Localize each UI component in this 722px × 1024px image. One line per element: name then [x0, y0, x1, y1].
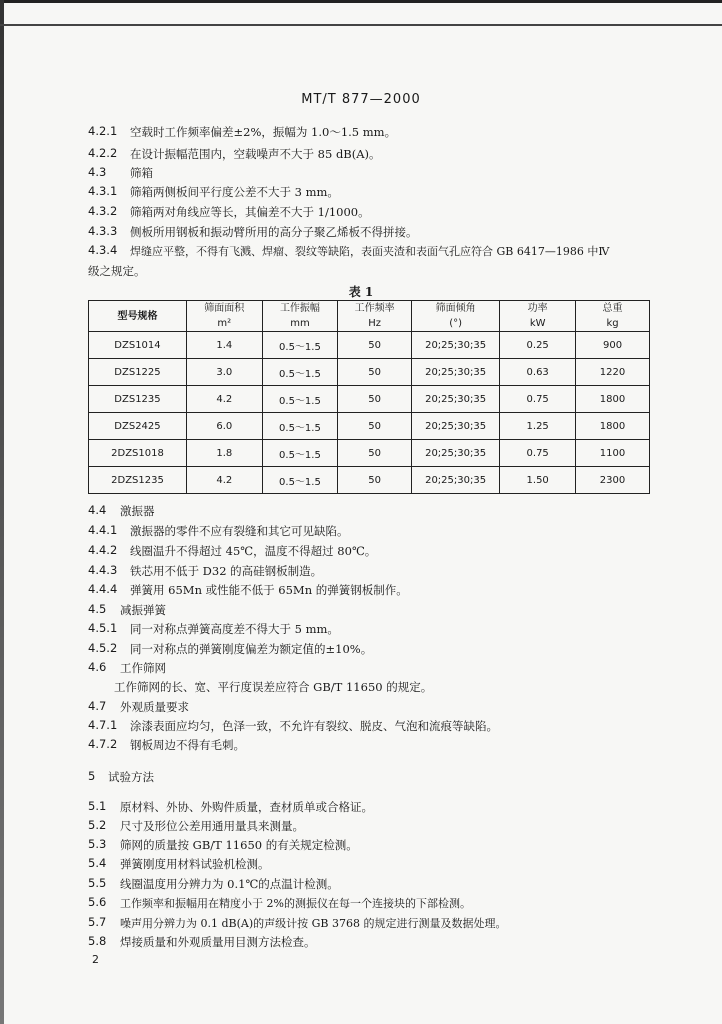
clause-number: 4.5.2: [88, 641, 118, 655]
clause-text: 筛箱两侧板间平行度公差不大于 3 mm。: [130, 185, 339, 199]
header-label: 总重: [602, 303, 623, 314]
table-cell: 4.2: [186, 386, 262, 413]
header-label: 工作振幅: [279, 303, 320, 314]
header-cell: [89, 301, 187, 332]
table-header-row: [89, 301, 650, 332]
table-row: [89, 413, 650, 440]
table-cell: 2300: [576, 467, 650, 494]
table-caption: 表 1: [348, 285, 374, 299]
table-cell: 4.2: [186, 467, 262, 494]
clause-number: 4.3.1: [88, 184, 118, 198]
clause-number: 5.2: [88, 818, 107, 832]
table-cell: 50: [338, 413, 412, 440]
table-cell: 1800: [576, 386, 650, 413]
clause-text: 同一对称点的弹簧刚度偏差为额定值的±10%。: [130, 642, 373, 656]
clause-number: 4.3: [88, 165, 107, 179]
clause-text: 焊接质量和外观质量用目测方法检查。: [120, 935, 316, 949]
clause-text: 涂漆表面应均匀，色泽一致，不允许有裂纹、脱皮、气泡和流痕等缺陷。: [130, 719, 498, 733]
clause-text: 工作频率和振幅用在精度小于 2%的测振仪在每一个连接块的下部检测。: [120, 897, 471, 910]
table-cell: 50: [338, 359, 412, 386]
clause-text: 弹簧用 65Mn 或性能不低于 65Mn 的弹簧钢板制作。: [130, 583, 408, 597]
clause-number: 4.4.1: [88, 523, 118, 537]
table-cell: 0.75: [500, 440, 576, 467]
section-title: 试验方法: [108, 770, 154, 784]
clause-number: 4.7.1: [88, 718, 118, 732]
table-cell: 50: [338, 440, 412, 467]
clause-text: 筛箱两对角线应等长，其偏差不大于 1/1000。: [130, 205, 370, 219]
clause-number: 4.7: [88, 699, 107, 713]
header-cell: [338, 301, 412, 332]
table-cell: 50: [338, 467, 412, 494]
table-cell: 2DZS1235: [89, 467, 187, 494]
header-rule: [0, 24, 722, 26]
clause-text: 激振器: [120, 504, 155, 518]
clause-text: 弹簧刚度用材料试验机检测。: [120, 857, 270, 871]
table-cell: 0.5～1.5: [262, 440, 338, 467]
header-cell: [411, 301, 499, 332]
table-cell: 20;25;30;35: [411, 332, 499, 359]
header-unit: m²: [217, 318, 232, 329]
clause-text: 钢板周边不得有毛刺。: [130, 738, 245, 752]
clause-text: 在设计振幅范围内，空载噪声不大于 85 dB(A)。: [130, 147, 381, 161]
clause-number: 5.4: [88, 856, 107, 870]
table-cell: 0.5～1.5: [262, 467, 338, 494]
table-row: [89, 386, 650, 413]
table-cell: 2DZS1018: [89, 440, 187, 467]
clause-text: 空载时工作频率偏差±2%，振幅为 1.0～1.5 mm。: [130, 125, 397, 139]
header-cell: [186, 301, 262, 332]
header-label: 筛面面积: [204, 303, 245, 314]
clause-number: 4.4.3: [88, 563, 118, 577]
table-cell: 20;25;30;35: [411, 440, 499, 467]
clause-number: 5.7: [88, 915, 107, 929]
table-cell: 0.5～1.5: [262, 386, 338, 413]
table-cell: 1.4: [186, 332, 262, 359]
clause-number: 4.3.3: [88, 224, 118, 238]
header-unit: (°): [449, 318, 462, 329]
clause-number: 4.5.1: [88, 621, 118, 635]
table-cell: 0.25: [500, 332, 576, 359]
table-cell: DZS2425: [89, 413, 187, 440]
clause-number: 4.7.2: [88, 737, 118, 751]
paragraph-4-6: 工作筛网的长、宽、平行度误差应符合 GB/T 11650 的规定。: [114, 680, 433, 694]
clause-text: 焊缝应平整，不得有飞溅、焊瘤、裂纹等缺陷，表面夹渣和表面气孔应符合 GB 6417—1986 中Ⅳ: [130, 245, 610, 258]
table-cell: 0.5～1.5: [262, 413, 338, 440]
header-cell: [500, 301, 576, 332]
table-cell: 1220: [576, 359, 650, 386]
clause-text: 尺寸及形位公差用通用量具来测量。: [120, 819, 304, 833]
standard-code: MT/T 877—2000: [301, 92, 421, 107]
table-cell: 0.63: [500, 359, 576, 386]
header-label: 功率: [527, 303, 548, 314]
clause-text: 同一对称点弹簧高度差不得大于 5 mm。: [130, 622, 339, 636]
clause-text: 外观质量要求: [120, 700, 189, 714]
table-cell: DZS1235: [89, 386, 187, 413]
table-row: [89, 440, 650, 467]
table-cell: 50: [338, 386, 412, 413]
clause-text: 筛箱: [130, 166, 153, 180]
table-cell: 6.0: [186, 413, 262, 440]
table-cell: 20;25;30;35: [411, 413, 499, 440]
header-unit: kW: [529, 318, 546, 329]
page-number: 2: [92, 953, 99, 966]
table-cell: 1100: [576, 440, 650, 467]
table-cell: 1.8: [186, 440, 262, 467]
clause-number: 4.3.2: [88, 204, 118, 218]
header-unit: kg: [606, 318, 619, 329]
clause-text: 减振弹簧: [120, 603, 166, 617]
table-cell: 1.25: [500, 413, 576, 440]
clause-text: 噪声用分辨力为 0.1 dB(A)的声级计按 GB 3768 的规定进行测量及数据处理。: [120, 917, 507, 930]
clause-number: 4.4: [88, 503, 107, 517]
clause-text: 原材料、外协、外购件质量，查材质单或合格证。: [120, 800, 373, 814]
table-cell: 1800: [576, 413, 650, 440]
clause-number: 4.2.1: [88, 124, 118, 138]
section-number: 5: [88, 769, 96, 783]
scan-edge-top: [0, 0, 722, 3]
table-cell: 3.0: [186, 359, 262, 386]
continuation-text: 级之规定。: [88, 264, 146, 278]
table-row: [89, 467, 650, 494]
table-cell: 50: [338, 332, 412, 359]
clause-number: 5.1: [88, 799, 107, 813]
table-cell: 0.5～1.5: [262, 332, 338, 359]
clause-number: 5.8: [88, 934, 107, 948]
scan-edge-left: [0, 0, 4, 1024]
table-cell: 900: [576, 332, 650, 359]
table-row: [89, 332, 650, 359]
header-label: 工作频率: [354, 303, 395, 314]
header-unit: Hz: [368, 318, 381, 329]
clause-number: 4.6: [88, 660, 107, 674]
table-cell: 0.5～1.5: [262, 359, 338, 386]
clause-text: 筛网的质量按 GB/T 11650 的有关规定检测。: [120, 838, 358, 852]
table-cell: DZS1014: [89, 332, 187, 359]
table-cell: 1.50: [500, 467, 576, 494]
clause-number: 4.4.4: [88, 582, 118, 596]
clause-number: 5.3: [88, 837, 107, 851]
header-label: 型号规格: [117, 310, 158, 322]
clause-text: 线圈温度用分辨力为 0.1℃的点温计检测。: [120, 877, 339, 891]
clause-number: 4.3.4: [88, 243, 118, 257]
clause-text: 激振器的零件不应有裂缝和其它可见缺陷。: [130, 524, 349, 538]
table-row: [89, 359, 650, 386]
clause-text: 铁芯用不低于 D32 的高硅钢板制造。: [130, 564, 323, 578]
header-unit: mm: [290, 318, 310, 329]
clause-number: 5.6: [88, 895, 107, 909]
table-cell: 0.75: [500, 386, 576, 413]
clause-number: 5.5: [88, 876, 107, 890]
header-cell: [262, 301, 338, 332]
header-cell: [576, 301, 650, 332]
clause-text: 工作筛网: [120, 661, 166, 675]
header-label: 筛面倾角: [435, 303, 476, 314]
clause-number: 4.2.2: [88, 146, 118, 160]
table-cell: 20;25;30;35: [411, 359, 499, 386]
clause-text: 线圈温升不得超过 45℃，温度不得超过 80℃。: [130, 544, 377, 558]
clause-text: 侧板所用钢板和振动臂所用的高分子聚乙烯板不得拼接。: [130, 225, 418, 239]
table-cell: 20;25;30;35: [411, 467, 499, 494]
table-cell: DZS1225: [89, 359, 187, 386]
clause-number: 4.4.2: [88, 543, 118, 557]
clause-number: 4.5: [88, 602, 107, 616]
spec-table: [88, 300, 650, 494]
table-cell: 20;25;30;35: [411, 386, 499, 413]
